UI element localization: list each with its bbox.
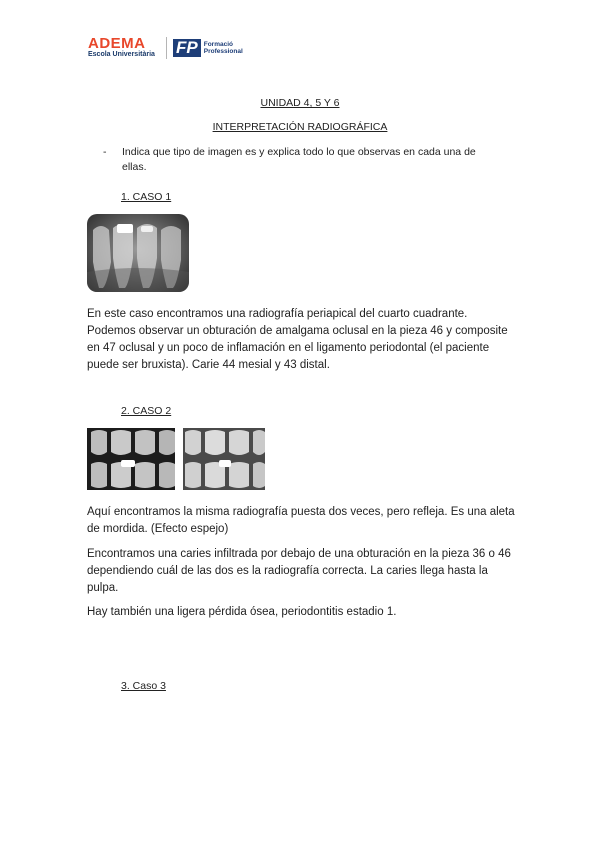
case-2-xray-image-right	[183, 428, 265, 490]
header-logos	[88, 36, 243, 60]
fp-logo-text	[204, 41, 243, 55]
case-1-paragraph-1: En este caso encontramos una radiografía periapical del cuarto cuadrante. Podemos observar un obturación de amalgama oclusal en la pieza 46 y composite en 47 oclusal y un poco de inflamación en el ligamento periodontal (el paciente puede ser bruxista). Carie 44 mesial y 43 distal.	[87, 308, 508, 371]
case-2-paragraph-3: Hay también una ligera pérdida ósea, periodontitis estadio 1.	[87, 606, 397, 618]
unit-title: UNIDAD 4, 5 Y 6	[260, 97, 340, 109]
fp-logo	[166, 37, 243, 59]
case-1-xray-image	[87, 214, 189, 292]
case-2-paragraph-1: Aquí encontramos la misma radiografía puesta dos veces, pero refleja. Es una aleta de mordida. (Efecto espejo)	[87, 506, 515, 535]
case-2-xray-image-left	[87, 428, 175, 490]
case-3-title: 3. Caso 3	[121, 680, 166, 692]
case-1-title: 1. CASO 1	[121, 191, 172, 203]
adema-logo	[88, 36, 158, 60]
fp-logo-mark: FP	[173, 39, 201, 57]
fp-logo-line1: Formació	[203, 41, 233, 48]
case-2-title: 2. CASO 2	[121, 405, 172, 417]
fp-logo-line2: Professional	[203, 48, 243, 55]
case-2-paragraph-2: Encontramos una caries infiltrada por debajo de una obturación en la pieza 36 o 46 dependiendo cuál de las dos es la radiografía correcta. La caries llega hasta la pulpa.	[87, 548, 511, 594]
instruction-bullet: -	[103, 146, 107, 158]
instruction-text: Indica que tipo de imagen es y explica todo lo que observas en cada una de ellas.	[122, 146, 476, 173]
subject-title: INTERPRETACIÓN RADIOGRÁFICA	[212, 121, 388, 133]
adema-logo-word: ADEMA	[88, 35, 146, 52]
adema-logo-subtitle: Escola Universitària	[88, 51, 155, 58]
